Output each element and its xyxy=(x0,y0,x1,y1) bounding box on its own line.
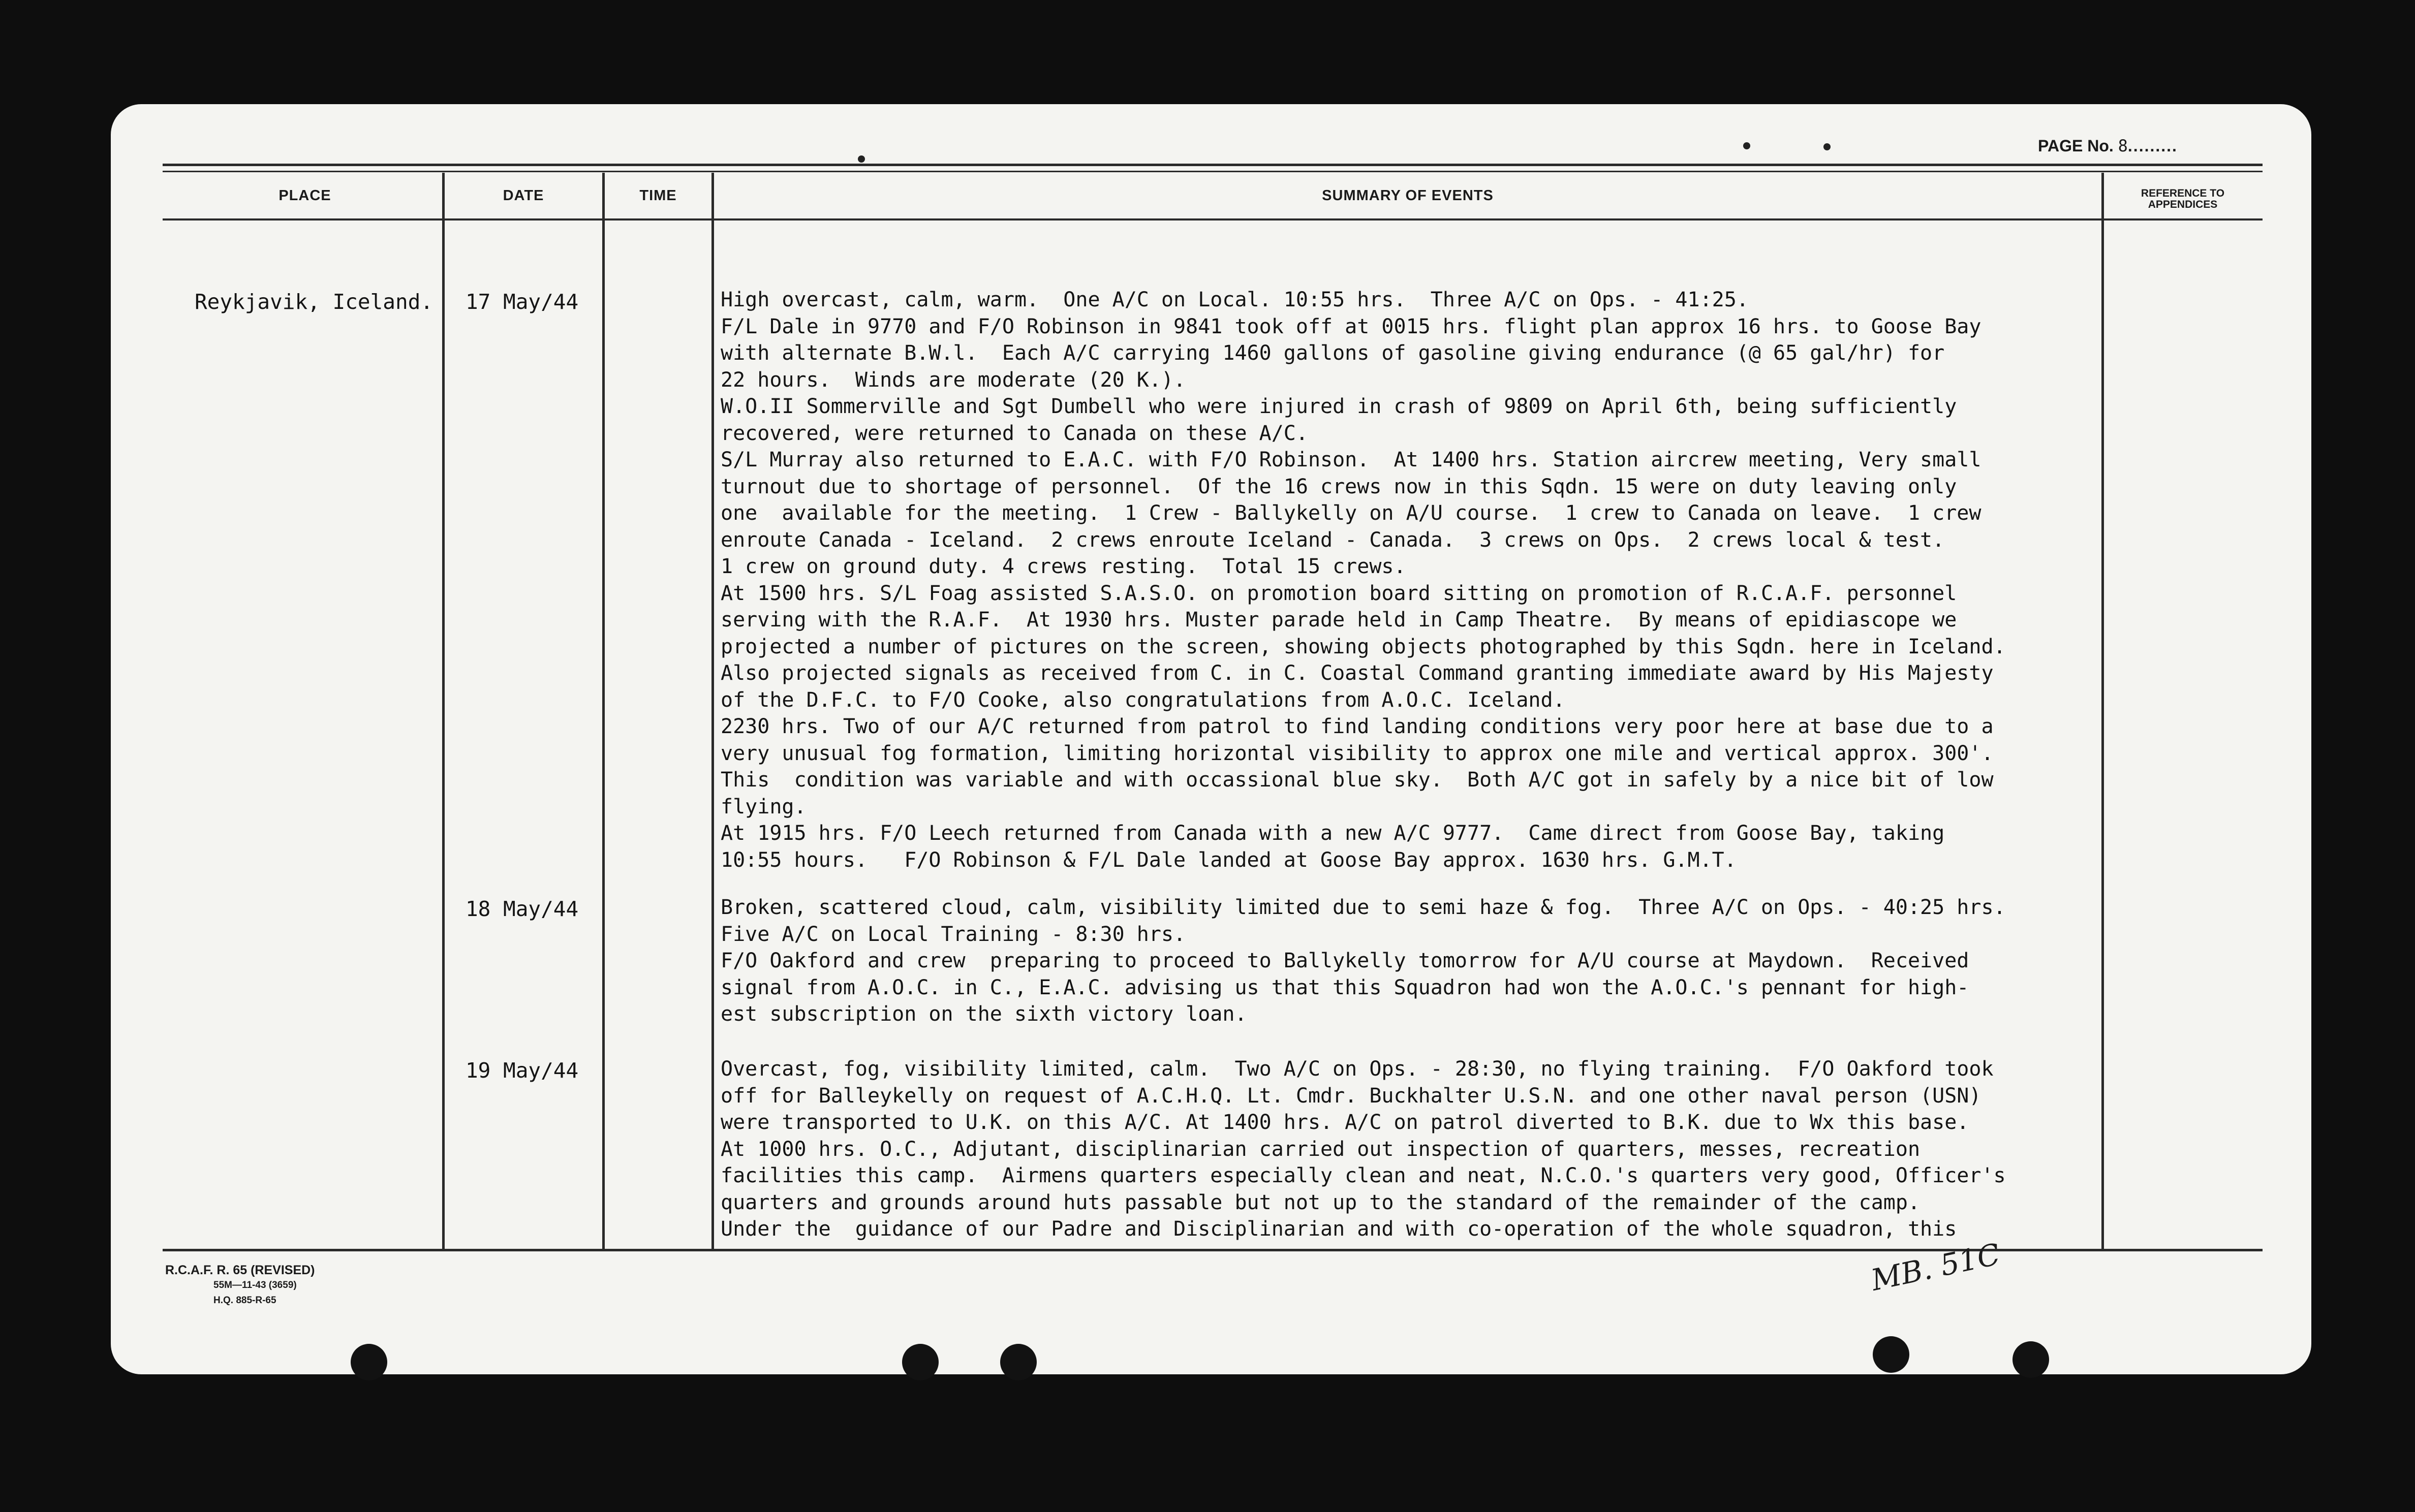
punch-hole xyxy=(351,1344,387,1380)
top-rule-2 xyxy=(163,171,2263,172)
summary-line: one available for the meeting. 1 Crew - Ballykelly on A/U course. 1 crew to Canada on leave. 1 crew xyxy=(721,501,1981,525)
summary-line: projected a number of pictures on the screen, showing objects photographed by this Sqdn. here in Iceland. xyxy=(721,635,2006,658)
summary-line: High overcast, calm, warm. One A/C on Local. 10:55 hrs. Three A/C on Ops. - 41:25. xyxy=(721,288,1749,311)
column-header-summary: SUMMARY OF EVENTS xyxy=(1322,187,1494,204)
summary-entry xyxy=(721,1056,2108,1243)
summary-line: were transported to U.K. on this A/C. At 1400 hrs. A/C on patrol diverted to B.K. due to Wx this base. xyxy=(721,1111,1969,1134)
punch-hole xyxy=(902,1344,939,1380)
form-line-3: H.Q. 885-R-65 xyxy=(213,1295,276,1306)
summary-entry xyxy=(721,894,2108,1028)
column-header-reference xyxy=(2104,188,2262,210)
summary-line: S/L Murray also returned to E.A.C. with F/O Robinson. At 1400 hrs. Station aircrew meeting, Very small xyxy=(721,448,1981,471)
summary-line: Under the guidance of our Padre and Disciplinarian and with co-operation of the whole squadron, this xyxy=(721,1217,1957,1241)
summary-line: This condition was variable and with occassional blue sky. Both A/C got in safely by a nice bit of low xyxy=(721,768,1994,792)
summary-line: est subscription on the sixth victory loan. xyxy=(721,1002,1247,1026)
summary-line: flying. xyxy=(721,795,807,818)
handwritten-initials: MB. 51C xyxy=(1868,1237,2003,1298)
summary-line: 1 crew on ground duty. 4 crews resting. Total 15 crews. xyxy=(721,555,1406,578)
summary-line: Overcast, fog, visibility limited, calm. Two A/C on Ops. - 28:30, no flying training. F/O Oakford took xyxy=(721,1057,1994,1081)
date-cell: 19 May/44 xyxy=(466,1058,579,1083)
page-number-value: 8 xyxy=(2118,136,2128,155)
top-rule xyxy=(163,164,2263,166)
column-header-place: PLACE xyxy=(278,187,331,204)
form-identifier xyxy=(165,1263,315,1308)
place-cell: Reykjavik, Iceland. xyxy=(195,290,433,314)
summary-line: Also projected signals as received from C. in C. Coastal Command granting immediate award by His Majesty xyxy=(721,662,1994,685)
summary-line: of the D.F.C. to F/O Cooke, also congratulations from A.O.C. Iceland. xyxy=(721,688,1565,712)
summary-line: serving with the R.A.F. At 1930 hrs. Muster parade held in Camp Theatre. By means of epidiascope we xyxy=(721,608,1957,632)
ink-speck xyxy=(858,155,865,163)
summary-line: enroute Canada - Iceland. 2 crews enroute Iceland - Canada. 3 crews on Ops. 2 crews local & test. xyxy=(721,528,1945,552)
summary-line: 10:55 hours. F/O Robinson & F/L Dale landed at Goose Bay approx. 1630 hrs. G.M.T. xyxy=(721,848,1737,872)
reference-header-line1: REFERENCE TO xyxy=(2141,187,2225,199)
summary-line: very unusual fog formation, limiting horizontal visibility to approx one mile and vertical approx. 300'. xyxy=(721,741,1994,765)
summary-line: At 1000 hrs. O.C., Adjutant, disciplinarian carried out inspection of quarters, messes, recreation xyxy=(721,1137,1921,1161)
form-line-1: R.C.A.F. R. 65 (REVISED) xyxy=(165,1263,315,1277)
summary-line: recovered, were returned to Canada on these A/C. xyxy=(721,421,1308,445)
summary-line: At 1500 hrs. S/L Foag assisted S.A.S.O. on promotion board sitting on promotion of R.C.A.F. personnel xyxy=(721,581,1957,605)
page-number-label: PAGE No. 8......... xyxy=(2038,136,2178,155)
column-header-time: TIME xyxy=(639,187,677,204)
summary-entry xyxy=(721,287,2108,873)
summary-line: turnout due to shortage of personnel. Of the 16 crews now in this Sqdn. 15 were on duty leaving only xyxy=(721,475,1957,498)
page-label-text: PAGE No. xyxy=(2038,137,2114,155)
summary-line: off for Balleykelly on request of A.C.H.Q. Lt. Cmdr. Buckhalter U.S.N. and one other naval person (USN) xyxy=(721,1084,1981,1108)
summary-line: Five A/C on Local Training - 8:30 hrs. xyxy=(721,922,1186,946)
form-line-2: 55M—11-43 (3659) xyxy=(213,1280,297,1290)
summary-line: F/O Oakford and crew preparing to proceed to Ballykelly tomorrow for A/U course at Maydown. Received xyxy=(721,949,1969,972)
summary-line: Broken, scattered cloud, calm, visibility limited due to semi haze & fog. Three A/C on Ops. - 40:25 hrs. xyxy=(721,896,2006,919)
punch-hole xyxy=(1873,1336,1909,1373)
summary-line: F/L Dale in 9770 and F/O Robinson in 9841 took off at 0015 hrs. flight plan approx 16 hrs. to Goose Bay xyxy=(721,314,1981,338)
summary-line: signal from A.O.C. in C., E.A.C. advising us that this Squadron had won the A.O.C.'s pennant for high- xyxy=(721,975,1969,999)
col-divider-date xyxy=(602,173,605,1250)
col-divider-time xyxy=(711,173,714,1250)
col-divider-place xyxy=(442,173,445,1250)
ink-speck xyxy=(1743,142,1750,149)
summary-line: facilities this camp. Airmens quarters especially clean and neat, N.C.O.'s quarters very good, Officer's xyxy=(721,1164,2006,1187)
punch-hole xyxy=(1000,1344,1037,1380)
date-cell: 18 May/44 xyxy=(466,897,579,921)
date-cell: 17 May/44 xyxy=(466,290,579,314)
summary-line: 22 hours. Winds are moderate (20 K.). xyxy=(721,368,1186,392)
summary-line: quarters and grounds around huts passable but not up to the standard of the remainder of the camp. xyxy=(721,1190,1921,1214)
summary-line: 2230 hrs. Two of our A/C returned from patrol to find landing conditions very poor here at base due to a xyxy=(721,715,1994,738)
summary-line: W.O.II Sommerville and Sgt Dumbell who were injured in crash of 9809 on April 6th, being sufficiently xyxy=(721,395,1957,418)
header-rule xyxy=(163,218,2263,220)
summary-line: At 1915 hrs. F/O Leech returned from Canada with a new A/C 9777. Came direct from Goose Bay, taking xyxy=(721,822,1945,845)
ink-speck xyxy=(1823,143,1831,150)
column-header-date: DATE xyxy=(503,187,544,204)
summary-line: with alternate B.W.l. Each A/C carrying 1460 gallons of gasoline giving endurance (@ 65 gal/hr) for xyxy=(721,341,1945,365)
reference-header-line2: APPENDICES xyxy=(2148,199,2218,210)
punch-hole xyxy=(2012,1341,2049,1378)
